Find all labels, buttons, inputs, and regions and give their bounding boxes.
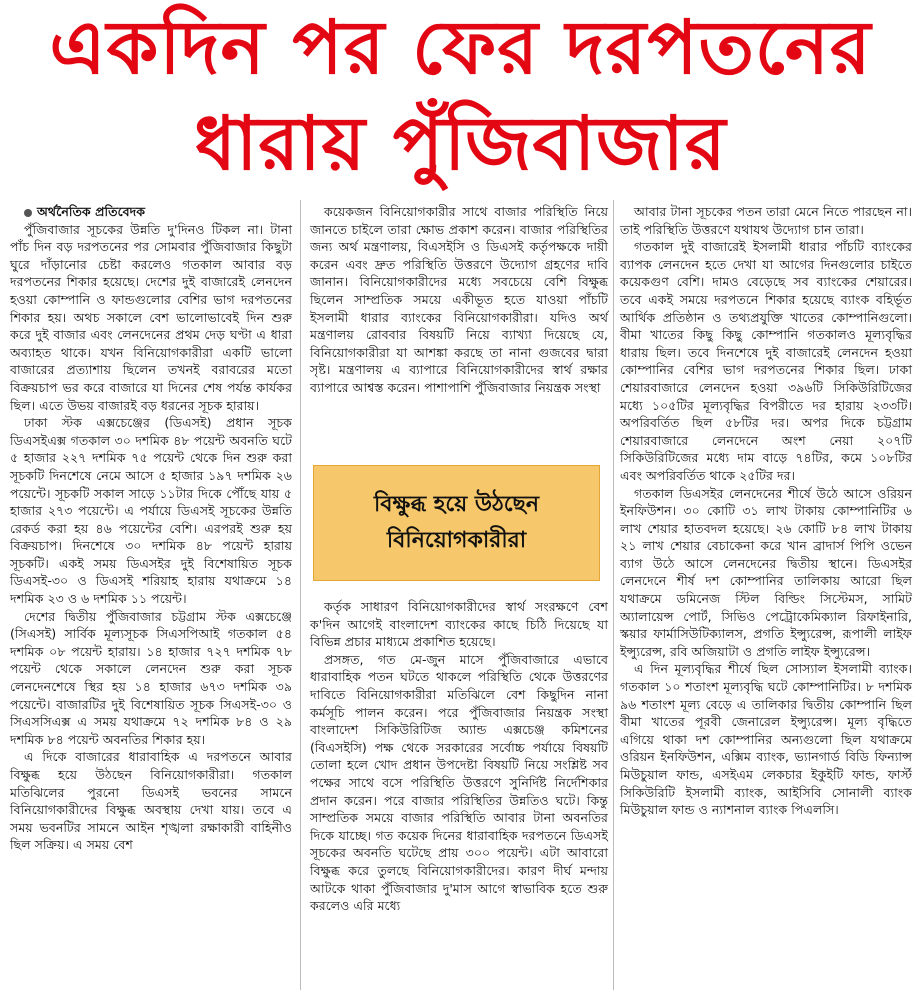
paragraph: কয়েকজন বিনিয়োগকারীর সাথে বাজার পরিস্থিতি নিয়ে জানতে চাইলে তারা ক্ষোভ প্রকাশ করেন। বাজার পরিস্থিতির জন্য অর্থ মন্ত্রণালয়, বিএসইসি ও ডিএসই কর্তৃপক্ষকে দায়ী করেন এবং দ্রুত পরিস্থিতি উত্তরণে উদ্যোগ গ্রহণের দাবি জানান। বিনিয়োগকারীদের মধ্যে সবচেয়ে বেশি বিক্ষুব্ধ ছিলেন সাম্প্রতিক সময়ে একীভূত হতে যাওয়া পাঁচটি ইসলামী ধারার ব্যাংকের বিনিয়োগকারীরা। যদিও অর্থ মন্ত্রণালয় রোববার বিষয়টি নিয়ে ব্যাখ্যা দিয়েছে যে, বিনিয়োগকারীরা যা আশঙ্কা করছে তা নানা গুজবের দ্বারা সৃষ্ট। মন্ত্রণালয় এ ব্যাপারে বিনিয়োগকারীদের স্বার্থ রক্ষার ব্যাপারে আশ্বস্ত করেন। পাশাপাশি পুঁজিবাজার নিয়ন্ত্রক সংস্থা [310,204,608,395]
paragraph: ঢাকা স্টক এক্সচেঞ্জের (ডিএসই) প্রধান সূচক ডিএসইএক্স গতকাল ৩০ দশমিক ৪৮ পয়েন্ট অবনতি ঘটে ৫ হাজার ২২৭ দশমিক ৭৫ পয়েন্ট থেকে দিন শুরু করা সূচকটি দিনশেষে নেমে আসে ৫ হাজার ১৯৭ দশমিক ২৬ পয়েন্টে। সূচকটি সকাল সাড়ে ১১টার দিকে পৌঁছে যায় ৫ হাজার ২৭৩ পয়েন্টে। এ পর্যায়ে ডিএসই সূচকের উন্নতি রেকর্ড করা হয় ৪৬ পয়েন্টের বেশি। এরপরই শুরু হয় বিক্রয়চাপ। দিনশেষে ৩০ দশমিক ৪৮ পয়েন্ট হারায় সূচকটি। একই সময় ডিএসইর দুই বিশেষায়িত সূচক ডিএসই-৩০ ও ডিএসই শরিয়াহ হারায় যথাক্রমে ১৪ দশমিক ২৩ ও ৬ দশমিক ১১ পয়েন্ট। [10,415,292,607]
paragraph: প্রসঙ্গত, গত মে-জুন মাসে পুঁজিবাজারে এভাবে ধারাবাহিক পতন ঘটতে থাকলে পরিস্থিতি থেকে উত্তরণের দাবিতে বিনিয়োগকারীরা মতিঝিলে বেশ কিছুদিন নানা কর্মসূচি পালন করেন। পরে পুঁজিবাজার নিয়ন্ত্রক সংস্থা বাংলাদেশ সিকিউরিটিজ অ্যান্ড এক্সচেঞ্জ কমিশনের (বিএসইসি) পক্ষ থেকে সরকারের সর্বোচ্চ পর্যায়ে বিষয়টি তোলা হলে খোদ প্রধান উপদেষ্টা বিষয়টি নিয়ে সংশ্লিষ্ট সব পক্ষের সাথে বসে পরিস্থিতি উত্তরণে সুনির্দিষ্ট নির্দেশিকার প্রদান করেন। পরে বাজার পরিস্থিতির উন্নতিও ঘটে। কিন্তু সাম্প্রতিক সময়ে বাজার পরিস্থিতি আবার টানা অবনতির দিকে যাচ্ছে। গত কয়েক দিনের ধারাবাহিক দরপতনে ডিএসই সূচকের অবনতি ঘটেছে প্রায় ৩০০ পয়েন্ট। এটা আবারো বিক্ষুব্ধ করে তুলছে বিনিয়োগকারীদের। কারণ দীর্ঘ মন্দায় আটকে থাকা পুঁজিবাজার দু'মাস আগে স্বাভাবিক হতে শুরু করলেও এরি মধ্যে [310,651,608,914]
pull-quote-line-2: বিনিয়োগকারীরা [386,528,527,553]
bullet-icon [24,209,32,217]
headline [0,0,921,196]
headline-line-1: একদিন পর ফের দরপতনের [49,5,872,91]
paragraph: দেশের দ্বিতীয় পুঁজিবাজার চট্টগ্রাম স্টক এক্সচেঞ্জে (সিএসই) সার্বিক মূল্যসূচক সিএসপিআই গতকাল ৫৪ দশমিক ০৮ পয়েন্ট হারায়। ১৪ হাজার ৭২৭ দশমিক ৭৮ পয়েন্ট থেকে সকালে লেনদেন শুরু করা সূচক লেনদেনশেষে স্থির হয় ১৪ হাজার ৬৭৩ দশমিক ৩৯ পয়েন্টে। বাজারটির দুই বিশেষায়িত সূচক সিএসই-৩০ ও সিএসসিএক্স এ সময় যথাক্রমে ৭২ দশমিক ৮৪ ও ২৯ দশমিক ৮৪ পয়েন্ট অবনতির শিকার হয়। [10,608,292,747]
byline [10,203,292,221]
paragraph: আবার টানা সূচকের পতন তারা মেনে নিতে পারছেন না। তাই পরিস্থিতি উত্তরণে যথাযথ উদ্যোগ চান তারা। [620,204,912,237]
byline-text: অর্থনৈতিক প্রতিবেদক [37,204,146,219]
paragraph: এ দিকে বাজারের ধারাবাহিক এ দরপতনে আবার বিক্ষুব্ধ হয়ে উঠছেন বিনিয়োগকারীরা। গতকাল মতিঝিলের পুরনো ডিএসই ভবনের সামনে বিনিয়োগকারীদের বিক্ষুব্ধ অবস্থায় দেখা যায়। তবে এ সময় ভবনটির সামনে আইন শৃঙ্খলা রক্ষাকারী বাহিনীও ছিল সক্রিয়। এ সময় বেশ [10,749,292,853]
column-2-continued [310,598,608,915]
paragraph: কর্তৃক সাধারণ বিনিয়োগকারীদের স্বার্থ সংরক্ষণে বেশ ক'দিন আগেই বাংলাদেশ ব্যাংকের কাছে চিঠি দিয়েছে যা বিভিন্ন প্রচার মাধ্যমে প্রকাশিত হয়েছে। [310,599,608,650]
article-column-1 [10,203,292,854]
article-column-3 [620,203,912,819]
pull-quote [313,465,600,581]
paragraph: গতকাল ডিএসইর লেনদেনের শীর্ষে উঠে আসে ওরিয়ন ইনফিউশন। ৩০ কোটি ৩১ লাখ টাকায় কোম্পানিটির ৬ লাখ শেয়ার হাতবদল হয়েছে। ২৬ কোটি ৮৪ লাখ টাকায় ২১ লাখ শেয়ার বেচাকেনা করে খান ব্রাদার্স পিপি ওভেন ব্যাগ উঠে আসে লেনদেনের দ্বিতীয় স্থানে। ডিএসইর লেনদেনে শীর্ষ দশ কোম্পানির তালিকায় আরো ছিল যথাক্রমে ডমিনেজ স্টিল বিল্ডিং সিস্টেমস, সামিট অ্যালায়েন্স পোর্ট, সিভিও পেট্রোকেমিক্যাল রিফাইনারি, স্কয়ার ফার্মাসিউটিক্যালস, প্রগতি ইন্স্যুরেন্স, রূপালী লাইফ ইন্স্যুরেন্স, রবি অজিয়াটা ও প্রগতি লাইফ ইন্স্যুরেন্স। [620,485,912,659]
paragraph: এ দিন মূল্যবৃদ্ধির শীর্ষে ছিল সোস্যাল ইসলামী ব্যাংক। গতকাল ১০ শতাংশ মূল্যবৃদ্ধি ঘটে কোম্পানিটির। ৮ দশমিক ৯৬ শতাংশ মূল্য বেড়ে এ তালিকার দ্বিতীয় কোম্পানি ছিল বীমা খাতের পূরবী জেনারেল ইন্স্যুরেন্স। মূল্য বৃদ্ধিতে এগিয়ে থাকা দশ কোম্পানির অন্যগুলো ছিল যথাক্রমে ওরিয়ন ইনফিউশন, এক্সিম ব্যাংক, ভ্যানগার্ড বিডি ফিন্যান্স মিউচুয়াল ফান্ড, এসইএম লেকচার ইকুইটি ফান্ড, ফার্স্ট সিকিউরিটি ইসলামী ব্যাংক, আইসিবি সোনালী ব্যাংক মিউচুয়াল ফান্ড ও ন্যাশনাল ব্যাংক পিএলসি। [620,661,912,818]
pull-quote-line-1: বিক্ষুব্ধ হয়ে উঠছেন [373,492,540,517]
column-rule-1 [300,200,301,990]
headline-line-2: ধারায় পুঁজিবাজার [194,101,727,187]
paragraph: পুঁজিবাজার সূচকের উন্নতি দু'দিনও টিকল না। টানা পাঁচ দিন বড় দরপতনের পর সোমবার পুঁজিবাজার কিছুটা ঘুরে দাঁড়ানোর চেষ্টা করলেও গতকাল আবার বড় দরপতনের শিকার হয়েছে। দেশের দুই বাজারেই লেনদেন হওয়া কোম্পানি ও ফান্ডগুলোর বেশির ভাগ দরপতনের শিকার হয়। অথচ সকালে বেশ ভালোভাবেই দিন শুরু করে দুই বাজার এবং লেনদেনের প্রথম দেড় ঘণ্টা এ ধারা অব্যাহত থাকে। যখন বিনিয়োগকারীরা একটি ভালো বাজারের প্রত্যাশায় ছিলেন তখনই বরাবরের মতো বিক্রয়চাপ ভর করে বাজারে যা দিনের শেষ পর্যন্ত কার্যকর ছিল। এতে উভয় বাজারই বড় ধরনের সূচক হারায়। [10,221,292,413]
column-rule-2 [613,200,614,990]
paragraph: গতকাল দুই বাজারেই ইসলামী ধারার পাঁচটি ব্যাংকের ব্যাপক লেনদেন হতে দেখা যা আগের দিনগুলোর চাইতে কয়েকগুণ বেশি। দামও বেড়েছে সব ব্যাংকের শেয়ারের। তবে একই সময়ে দরপতনে শিকার হয়েছে ব্যাংক বহির্ভূত আর্থিক প্রতিষ্ঠান ও তথ্যপ্রযুক্তি খাতের কোম্পানিগুলো। বীমা খাতের কিছু কিছু কোম্পানি গতকালও মূল্যবৃদ্ধির ধারায় ছিল। তবে দিনশেষে দুই বাজারেই লেনদেন হওয়া কোম্পানির বেশির ভাগ দরপতনের শিকার ছিল। ঢাকা শেয়ারবাজারে লেনদেন হওয়া ৩৯৬টি সিকিউরিটিজের মধ্যে ১০৫টির মূল্যবৃদ্ধির বিপরীতে দর হারায় ২৩৩টি। অপরিবর্তিত ছিল ৫৮টির দর। অপর দিকে চট্টগ্রাম শেয়ারবাজারে লেনদেনে অংশ নেয়া ২০৭টি সিকিউরিটিজের মধ্যে দাম বাড়ে ৭৪টির, কমে ১০৮টির এবং অপরিবর্তিত থাকে ২৫টির দর। [620,239,912,483]
